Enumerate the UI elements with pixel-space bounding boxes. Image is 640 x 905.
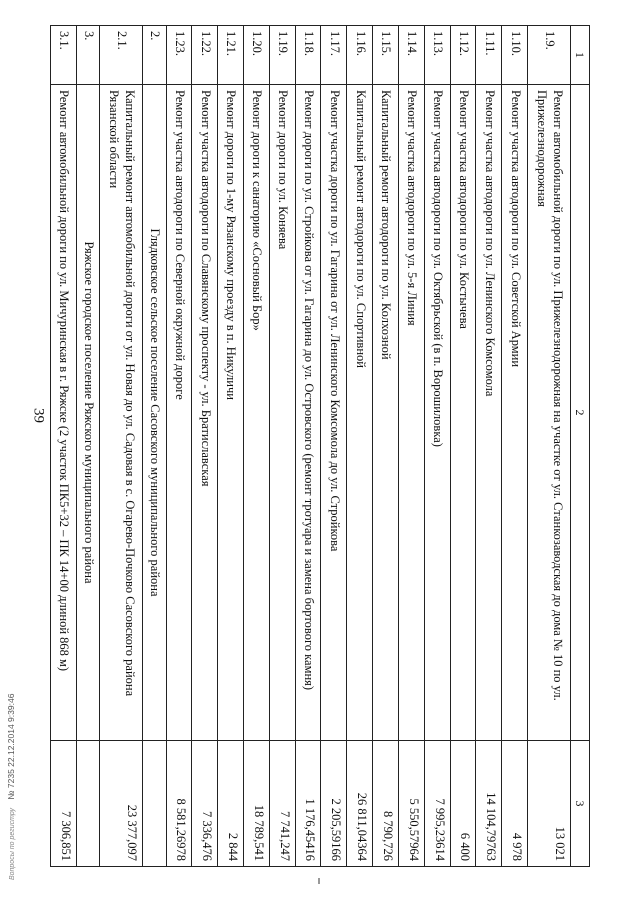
row-name: Ремонт дороги по ул. Коняева	[269, 85, 295, 741]
row-number: 1.16.	[347, 26, 373, 85]
row-number: 1.13.	[424, 26, 450, 85]
header-col-1: 1	[571, 26, 590, 85]
table-row	[398, 26, 424, 867]
row-name: Ряжское городское поселение Ряжского муниципального района	[76, 85, 99, 741]
row-name: Ремонт участка автодороги по ул. Ленинского Комсомола	[476, 85, 502, 741]
table-row	[321, 26, 347, 867]
table-row	[244, 26, 270, 867]
row-name: Ремонт участка автодороги по ул. 5-я Линия	[398, 85, 424, 741]
row-number: 3.1.	[51, 26, 77, 85]
table-row	[269, 26, 295, 867]
table-row	[502, 26, 528, 867]
row-value: 8 790,726	[373, 741, 399, 867]
row-name: Ремонт участка автодороги по ул. Октябрьской (в п. Ворошиловка)	[424, 85, 450, 741]
row-number: 2.	[143, 26, 166, 85]
row-name: Глядковское сельское поселение Сасовского муниципального района	[143, 85, 166, 741]
table-row	[373, 26, 399, 867]
table-row	[100, 26, 143, 867]
row-value: 13 021	[528, 741, 571, 867]
row-name: Ремонт участка автодороги по Северной окружной дороге	[166, 85, 192, 741]
row-value: 18 789,541	[244, 741, 270, 867]
row-name: Капитальный ремонт автодороги по ул. Колхозной	[373, 85, 399, 741]
row-number: 1.21.	[218, 26, 244, 85]
row-number: 1.10.	[502, 26, 528, 85]
row-name: Ремонт автомобильной дороги по ул. Прижелезнодорожная на участке от ул. Станкозаводская до дома № 10 по ул. Прижелезнодорожная	[528, 85, 571, 741]
table-row	[424, 26, 450, 867]
table-row	[192, 26, 218, 867]
row-name: Ремонт участка автодороги по ул. Советской Армии	[502, 85, 528, 741]
table-row	[450, 26, 476, 867]
row-name: Ремонт дороги к санаторию «Сосновый Бор»	[244, 85, 270, 741]
table-row	[218, 26, 244, 867]
table-row	[166, 26, 192, 867]
stamp-logo: Вопросы по регистру	[9, 807, 16, 880]
table-header-row	[571, 26, 590, 867]
stamp-text: № 7235 22.12.2014 9:39:46	[6, 693, 16, 800]
row-name: Капитальный ремонт автомобильной дороги от ул. Новая до ул. Садовая в с. Огарево-Почково Сасовского района Рязанской области	[100, 85, 143, 741]
row-name: Ремонт участка дороги по ул. Гагарина от ул. Ленинского Комсомола до ул. Стройкова	[321, 85, 347, 741]
header-col-3: 3	[571, 741, 590, 867]
row-value: 7 995,23614	[424, 741, 450, 867]
row-name: Ремонт дороги по 1-му Рязанскому проезду в п. Никуличи	[218, 85, 244, 741]
row-number: 1.17.	[321, 26, 347, 85]
row-name: Ремонт участка автодороги по Славянскому проспекту - ул. Братиславская	[192, 85, 218, 741]
registration-stamp	[6, 600, 16, 880]
row-value	[76, 741, 99, 867]
section-row	[143, 26, 166, 867]
header-col-2: 2	[571, 85, 590, 741]
row-value: 5 550,57964	[398, 741, 424, 867]
row-number: 1.18.	[295, 26, 321, 85]
page-number: 39	[30, 408, 47, 423]
row-number: 1.20.	[244, 26, 270, 85]
row-number: 3.	[76, 26, 99, 85]
row-value: 7 306,851	[51, 741, 77, 867]
row-value: 2 844	[218, 741, 244, 867]
row-number: 2.1.	[100, 26, 143, 85]
row-name: Ремонт дороги по ул. Стройкова от ул. Гагарина до ул. Островского (ремонт тротуара и замена бортового камня)	[295, 85, 321, 741]
row-value: 1 176,45416	[295, 741, 321, 867]
row-number: 1.22.	[192, 26, 218, 85]
row-number: 1.19.	[269, 26, 295, 85]
row-value: 7 336,476	[192, 741, 218, 867]
row-number: 1.9.	[528, 26, 571, 85]
table-row	[347, 26, 373, 867]
row-value: 6 400	[450, 741, 476, 867]
row-value: 7 741,247	[269, 741, 295, 867]
row-value: 4 978	[502, 741, 528, 867]
row-value: 26 811,04364	[347, 741, 373, 867]
road-repair-table	[50, 25, 590, 867]
row-value: 8 581,26978	[166, 741, 192, 867]
row-number: 1.12.	[450, 26, 476, 85]
row-number: 1.23.	[166, 26, 192, 85]
rotated-table-wrapper	[50, 25, 590, 867]
table-row	[528, 26, 571, 867]
row-name: Капитальный ремонт автодороги по ул. Спортивной	[347, 85, 373, 741]
row-value	[143, 741, 166, 867]
scan-mark	[318, 878, 320, 884]
table-row	[295, 26, 321, 867]
table-row	[51, 26, 77, 867]
row-number: 1.14.	[398, 26, 424, 85]
table-row	[476, 26, 502, 867]
row-value: 2 205,59166	[321, 741, 347, 867]
row-name: Ремонт автомобильной дороги по ул. Мичуринская в г. Ряжске (2 участок ПК5+32 – ПК 14+00 длиной 868 м)	[51, 85, 77, 741]
row-value: 14 104,79763	[476, 741, 502, 867]
row-number: 1.11.	[476, 26, 502, 85]
row-value: 23 377,097	[100, 741, 143, 867]
row-number: 1.15.	[373, 26, 399, 85]
row-name: Ремонт участка автодороги по ул. Костычева	[450, 85, 476, 741]
section-row	[76, 26, 99, 867]
